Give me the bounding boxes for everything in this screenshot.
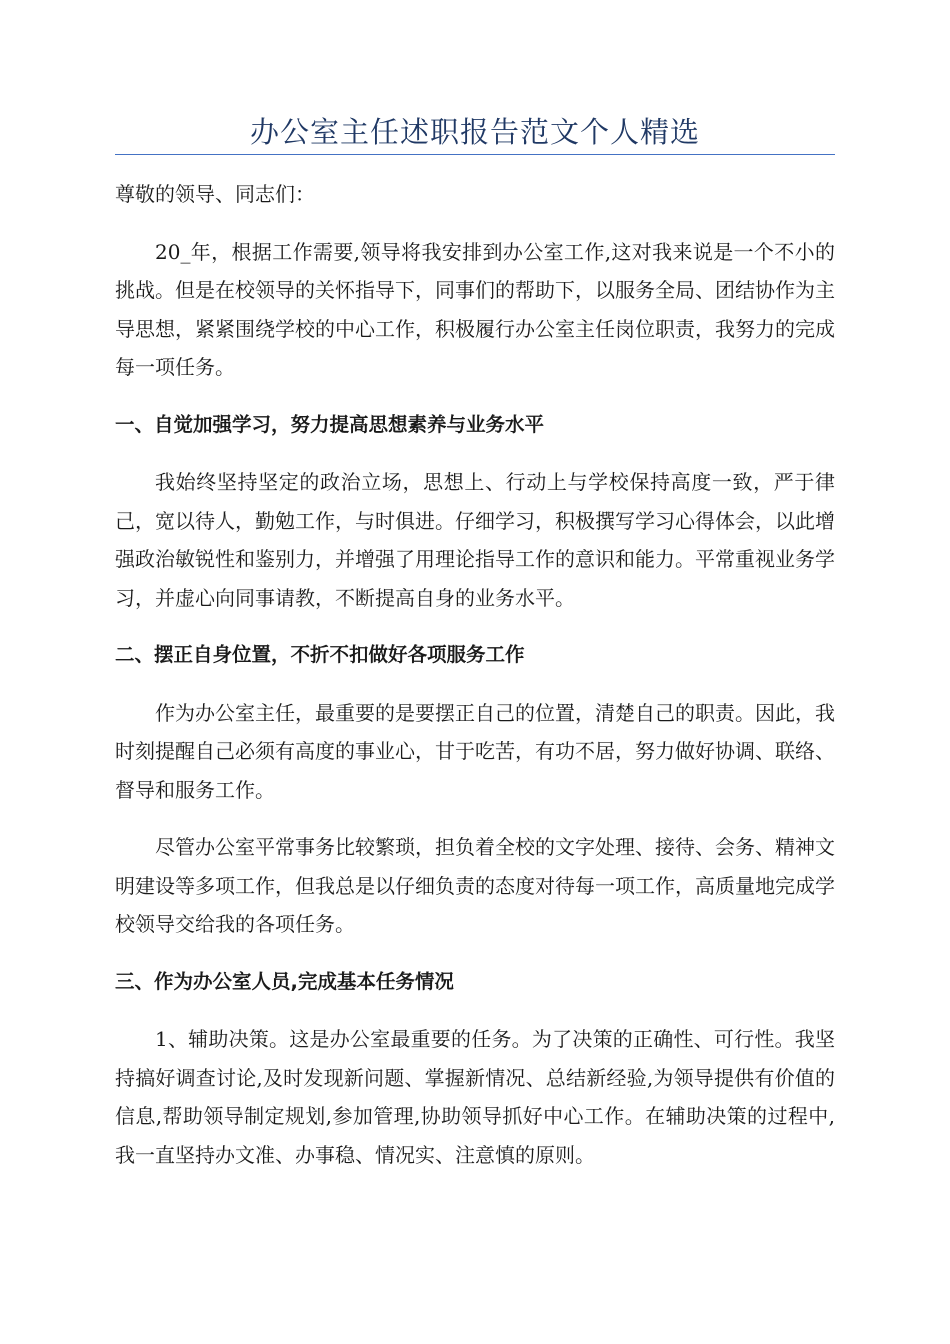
document-body bbox=[115, 175, 835, 1193]
section-1-paragraph: 我始终坚持坚定的政治立场，思想上、行动上与学校保持高度一致，严于律己，宽以待人，勤勉工作，与时俱进。仔细学习，积极撰写学习心得体会，以此增强政治敏锐性和鉴别力，并增强了用理论指导工作的意识和能力。平常重视业务学习，并虚心向同事请教，不断提高自身的业务水平。 bbox=[115, 470, 835, 610]
section-1-heading: 一、自觉加强学习，努力提高思想素养与业务水平 bbox=[115, 412, 545, 436]
section-3-paragraph-1: 1、辅助决策。这是办公室最重要的任务。为了决策的正确性、可行性。我坚持搞好调查讨论,及时发现新问题、掌握新情况、总结新经验,为领导提供有价值的信息,帮助领导制定规划,参加管理,协助领导抓好中心工作。在辅助决策的过程中,我一直坚持办文准、办事稳、情况实、注意慎的原则。 bbox=[115, 1027, 835, 1167]
section-2-paragraph-1: 作为办公室主任，最重要的是要摆正自己的位置，清楚自己的职责。因此，我时刻提醒自己必须有高度的事业心，甘于吃苦，有功不居，努力做好协调、联络、督导和服务工作。 bbox=[115, 700, 835, 802]
salutation: 尊敬的领导、同志们： bbox=[115, 182, 315, 206]
document-title: 办公室主任述职报告范文个人精选 bbox=[249, 115, 700, 149]
section-2-heading: 二、摆正自身位置，不折不扣做好各项服务工作 bbox=[115, 643, 525, 666]
section-3-heading: 三、作为办公室人员,完成基本任务情况 bbox=[115, 969, 454, 993]
intro-paragraph: 20_年，根据工作需要,领导将我安排到办公室工作,这对我来说是一个不小的挑战。但是在校领导的关怀指导下，同事们的帮助下，以服务全局、团结协作为主导思想，紧紧围绕学校的中心工作，积极履行办公室主任岗位职责，我努力的完成每一项任务。 bbox=[115, 239, 835, 379]
section-2-paragraph-2: 尽管办公室平常事务比较繁琐，担负着全校的文字处理、接待、会务、精神文明建设等多项工作，但我总是以仔细负责的态度对待每一项工作，高质量地完成学校领导交给我的各项任务。 bbox=[115, 835, 835, 936]
title-underline bbox=[115, 154, 835, 155]
